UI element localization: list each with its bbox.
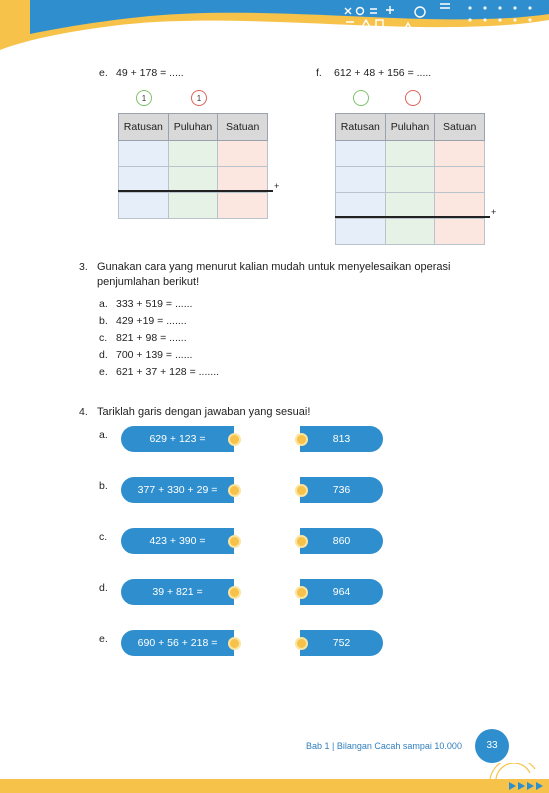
q3-item-label: e.	[99, 366, 108, 378]
connector-dot-icon[interactable]	[228, 535, 241, 548]
header-puluhan: Puluhan	[385, 114, 435, 141]
q3-item-label: c.	[99, 332, 108, 344]
cell	[218, 193, 268, 219]
arc-deco-icon	[490, 763, 535, 779]
connector-dot-icon[interactable]	[228, 637, 241, 650]
cell	[435, 193, 485, 219]
cell	[435, 141, 485, 167]
question-4-text: Tariklah garis dengan jawaban yang sesuai!	[97, 406, 311, 418]
header-satuan: Satuan	[218, 114, 268, 141]
q3-item-text: 700 + 139 = ......	[116, 349, 193, 361]
cell	[336, 193, 386, 219]
cell	[336, 141, 386, 167]
header-ratusan: Ratusan	[119, 114, 169, 141]
plus-sign-e: +	[274, 181, 280, 191]
plus-sign-f: +	[491, 207, 497, 217]
answer-pill[interactable]: 736	[300, 477, 383, 503]
q3-item-text: 429 +19 = .......	[116, 315, 187, 327]
cell	[385, 167, 435, 193]
header-satuan: Satuan	[435, 114, 485, 141]
answer-pill[interactable]: 860	[300, 528, 383, 554]
cell	[336, 167, 386, 193]
answer-pill[interactable]: 813	[300, 426, 383, 452]
cell	[218, 141, 268, 167]
q4-row-label: b.	[99, 480, 108, 492]
carry-circle-tens: 1	[191, 90, 207, 106]
connector-dot-icon[interactable]	[295, 586, 308, 599]
chapter-footer: Bab 1 | Bilangan Cacah sampai 10.000	[306, 741, 462, 751]
question-3-text-line2: penjumlahan berikut!	[97, 276, 200, 288]
expression-pill[interactable]: 690 + 56 + 218 =	[121, 630, 234, 656]
expression-pill[interactable]: 423 + 390 =	[121, 528, 234, 554]
exercise-f-expression: 612 + 48 + 156 = .....	[334, 67, 432, 79]
answer-pill[interactable]: 964	[300, 579, 383, 605]
cell	[385, 193, 435, 219]
q3-item-text: 821 + 98 = ......	[116, 332, 187, 344]
connector-dot-icon[interactable]	[295, 535, 308, 548]
header-puluhan: Puluhan	[168, 114, 218, 141]
q3-item-text: 333 + 519 = ......	[116, 298, 193, 310]
sum-line-f	[335, 216, 490, 218]
cell	[119, 141, 169, 167]
q3-item-label: a.	[99, 298, 108, 310]
question-3-number: 3.	[79, 261, 88, 273]
question-3-text-line1: Gunakan cara yang menurut kalian mudah untuk menyelesaikan operasi	[97, 261, 451, 273]
cell	[336, 219, 386, 245]
place-value-table-e	[118, 113, 268, 219]
cell	[168, 193, 218, 219]
page-number: 33	[475, 729, 509, 763]
connector-dot-icon[interactable]	[295, 433, 308, 446]
question-4-number: 4.	[79, 406, 88, 418]
connector-dot-icon[interactable]	[228, 484, 241, 497]
connector-dot-icon[interactable]	[295, 637, 308, 650]
exercise-e-label: e.	[99, 67, 108, 79]
cell	[168, 141, 218, 167]
q3-item-label: b.	[99, 315, 108, 327]
cell	[385, 141, 435, 167]
connector-dot-icon[interactable]	[295, 484, 308, 497]
carry-circle-tens	[405, 90, 421, 106]
exercise-e-expression: 49 + 178 = .....	[116, 67, 184, 79]
header-decoration	[0, 0, 549, 60]
expression-pill[interactable]: 377 + 330 + 29 =	[121, 477, 234, 503]
q3-item-text: 621 + 37 + 128 = .......	[116, 366, 220, 378]
place-value-table-f	[335, 113, 485, 245]
header-ratusan: Ratusan	[336, 114, 386, 141]
connector-dot-icon[interactable]	[228, 586, 241, 599]
answer-pill[interactable]: 752	[300, 630, 383, 656]
cell	[435, 219, 485, 245]
expression-pill[interactable]: 39 + 821 =	[121, 579, 234, 605]
cell	[168, 167, 218, 193]
carry-circle-hundreds	[353, 90, 369, 106]
footer-decoration	[0, 763, 549, 793]
expression-pill[interactable]: 629 + 123 =	[121, 426, 234, 452]
q4-row-label: c.	[99, 531, 108, 543]
q3-item-label: d.	[99, 349, 108, 361]
cell	[119, 167, 169, 193]
carry-circle-hundreds: 1	[136, 90, 152, 106]
q4-row-label: d.	[99, 582, 108, 594]
cell	[435, 167, 485, 193]
q4-row-label: e.	[99, 633, 108, 645]
sum-line-e	[118, 190, 273, 192]
connector-dot-icon[interactable]	[228, 433, 241, 446]
cell	[119, 193, 169, 219]
exercise-f-label: f.	[316, 67, 322, 79]
cell	[385, 219, 435, 245]
cell	[218, 167, 268, 193]
q4-row-label: a.	[99, 429, 108, 441]
